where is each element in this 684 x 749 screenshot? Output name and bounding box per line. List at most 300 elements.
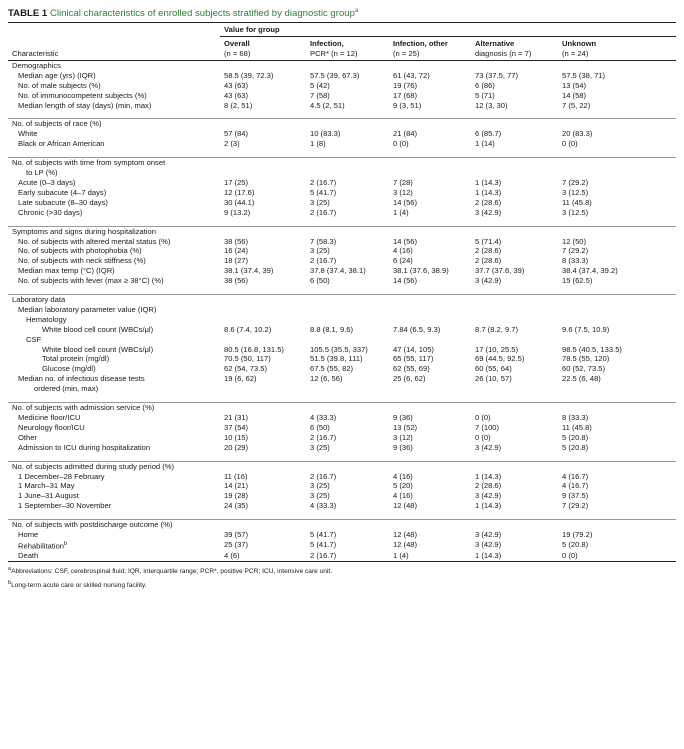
cell-value: 2 (16.7) xyxy=(310,471,337,481)
cell-value: 20 (29) xyxy=(224,442,249,452)
cell-value xyxy=(471,305,558,315)
cell-value xyxy=(471,315,558,325)
section-heading-row xyxy=(8,520,676,530)
table-row xyxy=(8,354,676,364)
cell-value: 38.4 (37.4, 39.2) xyxy=(562,266,618,276)
cell-value xyxy=(306,335,389,345)
cell-value: 7 (29.2) xyxy=(562,246,589,256)
cell-value xyxy=(389,520,471,530)
row-label: Admission to ICU during hospitalization xyxy=(18,442,151,452)
cell-value: 12 (48) xyxy=(393,530,418,540)
table-row xyxy=(8,198,676,208)
cell-value xyxy=(558,119,676,129)
table-row xyxy=(8,540,676,551)
cell-value: 21 (84) xyxy=(393,129,418,139)
cell-value xyxy=(220,403,306,413)
cell-value xyxy=(389,158,471,168)
cell-value: 13 (52) xyxy=(393,422,418,432)
cell-value: 3 (12.5) xyxy=(562,187,589,197)
caption-footnote-marker: a xyxy=(354,8,359,14)
col-header-infection-other: Infection, other (n = 25) xyxy=(389,37,471,61)
cell-value: 7 (29.2) xyxy=(562,177,589,187)
row-label: No. of subjects with neck stiffness (%) xyxy=(18,256,146,266)
cell-value: 3 (42.9) xyxy=(475,491,502,501)
cell-value: 10 (83.3) xyxy=(310,129,341,139)
cell-value: 9 (36) xyxy=(393,442,413,452)
cell-value xyxy=(389,295,471,305)
cell-value xyxy=(389,168,471,178)
cell-value: 8.6 (7.4, 10.2) xyxy=(224,324,272,334)
cell-value: 62 (54, 73.5) xyxy=(224,364,268,374)
section-heading-row xyxy=(8,295,676,305)
row-label: Medicine floor/ICU xyxy=(18,413,81,422)
cell-value: 3 (42.9) xyxy=(475,276,502,286)
cell-value: 58.5 (39, 72.3) xyxy=(224,70,274,80)
cell-value: 2 (3) xyxy=(224,139,240,149)
table-row xyxy=(8,266,676,276)
row-label: Death xyxy=(8,551,220,561)
cell-value: 47 (14, 105) xyxy=(393,344,434,354)
cell-value xyxy=(471,335,558,345)
cell-value: 1 (14.3) xyxy=(471,551,558,561)
cell-value: 17 (25) xyxy=(224,177,249,187)
cell-value: 10 (15) xyxy=(224,432,249,442)
cell-value: 3 (12) xyxy=(393,187,413,197)
cell-value: 9 (13.2) xyxy=(224,207,251,217)
cell-value: 12 (48) xyxy=(393,539,418,549)
cell-value: 5 (20.8) xyxy=(562,539,589,549)
cell-value: 2 (28.6) xyxy=(475,481,502,491)
cell-value: 38.1 (37.4, 39) xyxy=(224,266,274,276)
cell-value: 4 (16) xyxy=(393,491,413,501)
section-heading-row xyxy=(8,335,676,345)
cell-value: 4 (16) xyxy=(393,246,413,256)
cell-value xyxy=(220,226,306,236)
table-row xyxy=(8,129,676,139)
cell-value: 8.7 (8.2, 9.7) xyxy=(475,324,519,334)
row-label: 1 March–31 May xyxy=(18,481,75,491)
row-label: Glucose (mg/dl) xyxy=(42,364,96,374)
row-label: Median length of stay (days) (min, max) xyxy=(18,100,152,110)
table-row xyxy=(8,101,676,111)
footnotes xyxy=(8,564,676,590)
row-label: Total protein (mg/dl) xyxy=(42,354,110,364)
cell-value: 2 (28.6) xyxy=(475,256,502,266)
cell-value: 38 (56) xyxy=(224,236,249,246)
section-divider xyxy=(8,394,676,403)
cell-value: 12 (48) xyxy=(393,501,418,511)
section-heading-row xyxy=(8,403,676,413)
cell-value: 9 (36) xyxy=(393,413,413,422)
table-row xyxy=(8,246,676,256)
table-row xyxy=(8,208,676,218)
cell-value: 4 (16.7) xyxy=(562,471,589,481)
cell-value xyxy=(389,226,471,236)
cell-value xyxy=(471,168,558,178)
section-label: Laboratory data xyxy=(12,295,66,305)
table-title xyxy=(8,5,676,20)
cell-value: 60 (55, 64) xyxy=(475,364,512,374)
cell-value: 12 (17.6) xyxy=(224,187,255,197)
cell-value: 8 (33.3) xyxy=(562,256,589,266)
footnote-b: $^b$Long-term acute care or skilled nursing facility. xyxy=(8,579,147,589)
section-label: No. of subjects of race (%) xyxy=(12,119,102,129)
cell-value: 1 (14.3) xyxy=(475,501,502,511)
cell-value: 12 (6, 56) xyxy=(310,374,343,384)
row-label: No. of immunocompetent subjects (%) xyxy=(18,90,147,100)
cell-value xyxy=(389,403,471,413)
cell-value: 21 (31) xyxy=(224,413,249,422)
cell-value: 60 (52, 73.5) xyxy=(562,364,606,374)
section-divider xyxy=(8,149,676,158)
cell-value: 6 (24) xyxy=(393,256,413,266)
cell-value: 38.1 (37.6, 38.9) xyxy=(393,266,449,276)
cell-value xyxy=(306,520,389,530)
section-label: Hematology xyxy=(26,314,67,324)
cell-value: 14 (56) xyxy=(393,236,418,246)
table-row xyxy=(8,551,676,561)
row-label: 1 December–28 February xyxy=(18,471,105,481)
row-label: White blood cell count (WBCs/μl) xyxy=(42,324,154,334)
cell-value xyxy=(220,168,306,178)
table-row xyxy=(8,188,676,198)
cell-value: 37 (54) xyxy=(224,422,249,432)
cell-value: 2 (16.7) xyxy=(306,551,389,561)
cell-value: 1 (4) xyxy=(393,207,409,217)
row-label: White blood cell count (WBCs/μl) xyxy=(42,344,154,354)
cell-value xyxy=(389,60,471,70)
cell-value xyxy=(389,305,471,315)
cell-value xyxy=(306,168,389,178)
row-label: Median no. of infectious disease tests xyxy=(18,374,145,384)
cell-value xyxy=(471,295,558,305)
cell-value: 65 (55, 117) xyxy=(393,354,434,364)
table-row xyxy=(8,237,676,247)
table-row xyxy=(8,276,676,286)
cell-value xyxy=(220,158,306,168)
section-heading-row xyxy=(8,60,676,70)
header-group-row xyxy=(8,23,676,37)
cell-value xyxy=(389,119,471,129)
cell-value xyxy=(220,335,306,345)
row-label: Neurology floor/ICU xyxy=(18,422,85,432)
cell-value: 70.5 (50, 117) xyxy=(224,354,271,364)
column-header-row xyxy=(8,37,676,61)
cell-value xyxy=(558,295,676,305)
cell-value: 7 (100) xyxy=(475,422,500,432)
cell-value: 30 (44.1) xyxy=(224,197,255,207)
section-heading-row xyxy=(8,461,676,471)
row-label: Median age (yrs) (IQR) xyxy=(18,70,96,80)
section-heading-row xyxy=(8,305,676,315)
cell-value: 57 (84) xyxy=(224,129,249,139)
cell-value: 11 (45.8) xyxy=(562,422,592,432)
table-caption: Clinical characteristics of enrolled subjects stratified by diagnostic group xyxy=(49,8,355,20)
footnote-marker: b xyxy=(64,540,68,547)
section-label: No. of subjects admitted during study period (%) xyxy=(12,461,175,471)
cell-value xyxy=(558,335,676,345)
cell-value: 13 (54) xyxy=(562,80,587,90)
cell-value: 4 (33.3) xyxy=(310,413,337,422)
cell-value: 7 (58) xyxy=(310,90,330,100)
row-label: No. of subjects with fever (max ≥ 38°C) (%) xyxy=(18,276,164,286)
footnote-a: $^a$Abbreviations: CSF, cerebrospinal fluid; IQR, interquartile range; PCR*, positive PCR; ICU, intensive care unit. xyxy=(8,566,333,576)
cell-value: 3 (42.9) xyxy=(475,539,502,549)
cell-value: 6 (50) xyxy=(310,422,330,432)
table-row xyxy=(8,491,676,501)
cell-value: 26 (10, 57) xyxy=(475,374,512,384)
cell-value xyxy=(220,295,306,305)
col-header-infection-pcr: Infection, PCR* (n = 12) xyxy=(306,37,389,61)
cell-value: 51.5 (39.8, 111) xyxy=(310,354,363,364)
cell-value xyxy=(306,158,389,168)
cell-value xyxy=(558,461,676,471)
row-label: Other xyxy=(18,432,37,442)
table-row xyxy=(8,423,676,433)
cell-value xyxy=(471,60,558,70)
cell-value: 3 (42.9) xyxy=(475,530,502,540)
cell-value: 73 (37.5, 77) xyxy=(475,70,519,80)
cell-value xyxy=(220,384,306,394)
row-label: White xyxy=(18,129,38,139)
cell-value: 20 (83.3) xyxy=(562,129,593,139)
cell-value: 6 (86) xyxy=(475,80,495,90)
section-label: Symptoms and signs during hospitalization xyxy=(12,226,156,236)
cell-value xyxy=(306,403,389,413)
cell-value: 69 (44.5, 92.5) xyxy=(475,354,525,364)
cell-value: 8 (2, 51) xyxy=(224,100,253,110)
cell-value: 0 (0) xyxy=(475,432,491,442)
cell-value xyxy=(306,226,389,236)
cell-value: 14 (58) xyxy=(562,90,587,100)
cell-value: 8.8 (8.1, 9.6) xyxy=(310,324,354,334)
col-header-overall: Overall (n = 68) xyxy=(220,37,306,61)
section-label: ordered (min, max) xyxy=(34,384,99,394)
cell-value: 1 (14.3) xyxy=(475,177,502,187)
table-row xyxy=(8,433,676,443)
cell-value: 1 (14) xyxy=(475,139,495,149)
row-label: 1 June–31 August xyxy=(18,491,79,501)
cell-value: 19 (76) xyxy=(393,80,418,90)
cell-value xyxy=(389,335,471,345)
cell-value xyxy=(471,461,558,471)
cell-value xyxy=(558,315,676,325)
cell-value: 3 (12.5) xyxy=(562,207,589,217)
cell-value xyxy=(558,168,676,178)
row-label: Chronic (>30 days) xyxy=(18,207,83,217)
section-label: No. of subjects with admission service (%) xyxy=(12,403,155,413)
cell-value: 19 (6, 62) xyxy=(224,374,257,384)
cell-value: 3 (12) xyxy=(393,432,413,442)
row-label: Rehabilitation$^b$ xyxy=(18,540,68,551)
section-label: No. of subjects with time from symptom onset xyxy=(12,158,166,168)
table-row xyxy=(8,81,676,91)
characteristic-header: Characteristic xyxy=(8,37,220,61)
cell-value xyxy=(306,119,389,129)
cell-value: 16 (24) xyxy=(224,246,249,256)
cell-value: 2 (16.7) xyxy=(310,207,337,217)
cell-value xyxy=(220,305,306,315)
section-label: No. of subjects with postdischarge outcome (%) xyxy=(12,520,173,530)
cell-value: 4 (16.7) xyxy=(562,481,589,491)
col-header-unknown: Unknown (n = 24) xyxy=(558,37,676,61)
section-heading-row xyxy=(8,315,676,325)
cell-value: 22.5 (6, 48) xyxy=(562,374,601,384)
section-label: Demographics xyxy=(12,60,61,70)
cell-value: 7 (58.3) xyxy=(310,236,337,246)
table-row xyxy=(8,413,676,423)
table-row xyxy=(8,325,676,335)
cell-value xyxy=(558,305,676,315)
cell-value: 12 (3, 30) xyxy=(475,100,508,110)
cell-value: 0 (0) xyxy=(558,551,676,561)
cell-value: 57.5 (38, 71) xyxy=(562,70,606,80)
cell-value xyxy=(558,226,676,236)
table-row xyxy=(8,530,676,540)
cell-value: 3 (25) xyxy=(310,481,330,491)
section-divider xyxy=(8,453,676,462)
cell-value xyxy=(306,384,389,394)
table-body xyxy=(8,60,676,561)
cell-value: 3 (42.9) xyxy=(475,442,502,452)
cell-value: 3 (42.9) xyxy=(475,207,502,217)
cell-value: 19 (79.2) xyxy=(562,530,593,540)
cell-value: 0 (0) xyxy=(475,413,491,422)
table-row xyxy=(8,472,676,482)
cell-value: 80.5 (16.8, 131.5) xyxy=(224,344,284,354)
cell-value: 9 (3, 51) xyxy=(393,100,422,110)
cell-value: 5 (71) xyxy=(475,90,495,100)
cell-value: 78.5 (55, 120) xyxy=(562,354,610,364)
cell-value xyxy=(306,60,389,70)
cell-value xyxy=(220,461,306,471)
cell-value xyxy=(471,119,558,129)
cell-value xyxy=(220,315,306,325)
cell-value: 7 (28) xyxy=(393,177,413,187)
cell-value: 7 (5, 22) xyxy=(562,100,591,110)
cell-value: 9 (37.5) xyxy=(562,491,589,501)
cell-value xyxy=(558,520,676,530)
cell-value: 17 (10, 25.5) xyxy=(475,344,519,354)
cell-value xyxy=(389,461,471,471)
cell-value: 14 (56) xyxy=(393,197,418,207)
cell-value xyxy=(306,305,389,315)
section-label: to LP (%) xyxy=(26,168,58,178)
cell-value: 4 (16) xyxy=(393,471,413,481)
cell-value: 25 (37) xyxy=(224,539,249,549)
cell-value xyxy=(471,384,558,394)
cell-value: 0 (0) xyxy=(393,139,409,149)
table-row xyxy=(8,139,676,149)
row-label: Home xyxy=(18,530,39,540)
cell-value: 3 (25) xyxy=(310,491,330,501)
section-divider xyxy=(8,110,676,119)
cell-value: 2 (28.6) xyxy=(475,246,502,256)
clinical-characteristics-table xyxy=(8,22,676,562)
cell-value xyxy=(389,384,471,394)
cell-value: 7 (29.2) xyxy=(562,501,589,511)
cell-value: 37.7 (37.6, 39) xyxy=(475,266,525,276)
cell-value: 105.5 (35.5, 337) xyxy=(310,344,368,354)
table-row xyxy=(8,364,676,374)
table-row xyxy=(8,256,676,266)
section-heading-row xyxy=(8,119,676,129)
cell-value: 5 (20) xyxy=(393,481,413,491)
section-divider xyxy=(8,286,676,295)
cell-value: 67.5 (55, 82) xyxy=(310,364,354,374)
cell-value: 38 (56) xyxy=(224,276,249,286)
row-label: 1 September–30 November xyxy=(18,501,112,511)
cell-value xyxy=(220,520,306,530)
cell-value: 15 (62.5) xyxy=(562,276,593,286)
cell-value: 1 (14.3) xyxy=(475,187,502,197)
table-row xyxy=(8,71,676,81)
cell-value: 61 (43, 72) xyxy=(393,70,430,80)
cell-value: 18 (27) xyxy=(224,256,249,266)
cell-value: 98.5 (40.5, 133.5) xyxy=(562,344,622,354)
section-label: CSF xyxy=(26,334,42,344)
cell-value: 57.5 (39, 67.3) xyxy=(310,70,360,80)
table-row xyxy=(8,501,676,511)
cell-value: 43 (63) xyxy=(224,80,249,90)
cell-value xyxy=(306,315,389,325)
cell-value: 5 (20.8) xyxy=(562,432,589,442)
cell-value xyxy=(306,461,389,471)
cell-value: 2 (16.7) xyxy=(310,432,337,442)
row-label: No. of subjects with altered mental status (%) xyxy=(18,236,171,246)
row-label: Median max temp (°C) (IQR) xyxy=(18,266,115,276)
cell-value: 25 (6, 62) xyxy=(393,374,426,384)
row-label: Black or African American xyxy=(18,139,105,149)
section-heading-row xyxy=(8,226,676,236)
cell-value: 5 (20.8) xyxy=(562,442,589,452)
cell-value: 17 (68) xyxy=(393,90,418,100)
cell-value: 2 (16.7) xyxy=(310,256,337,266)
cell-value: 14 (21) xyxy=(224,481,249,491)
cell-value: 4.5 (2, 51) xyxy=(310,100,345,110)
cell-value: 5 (41.7) xyxy=(310,187,337,197)
cell-value xyxy=(558,384,676,394)
cell-value: 14 (56) xyxy=(393,276,418,286)
cell-value xyxy=(220,119,306,129)
cell-value: 1 (4) xyxy=(389,551,471,561)
section-divider xyxy=(8,511,676,520)
row-label: Late subacute (8–30 days) xyxy=(18,197,108,207)
table-row xyxy=(8,481,676,491)
cell-value: 3 (25) xyxy=(310,197,330,207)
section-heading-row xyxy=(8,168,676,178)
cell-value xyxy=(558,60,676,70)
cell-value: 3 (25) xyxy=(310,442,330,452)
cell-value xyxy=(471,158,558,168)
table-row xyxy=(8,374,676,384)
cell-value: 3 (25) xyxy=(310,246,330,256)
cell-value xyxy=(306,295,389,305)
col-header-alternative-diagnosis: Alternative diagnosis (n = 7) xyxy=(471,37,558,61)
row-label: Acute (0–3 days) xyxy=(18,177,76,187)
cell-value: 1 (8) xyxy=(310,139,326,149)
section-label: Median laboratory parameter value (IQR) xyxy=(18,304,157,314)
cell-value: 12 (50) xyxy=(562,236,587,246)
cell-value: 5 (71.4) xyxy=(475,236,502,246)
cell-value xyxy=(471,520,558,530)
cell-value xyxy=(389,315,471,325)
cell-value: 5 (42) xyxy=(310,80,330,90)
cell-value: 39 (57) xyxy=(224,530,249,540)
cell-value: 6 (85.7) xyxy=(475,129,502,139)
table-row xyxy=(8,443,676,453)
section-divider xyxy=(8,218,676,227)
